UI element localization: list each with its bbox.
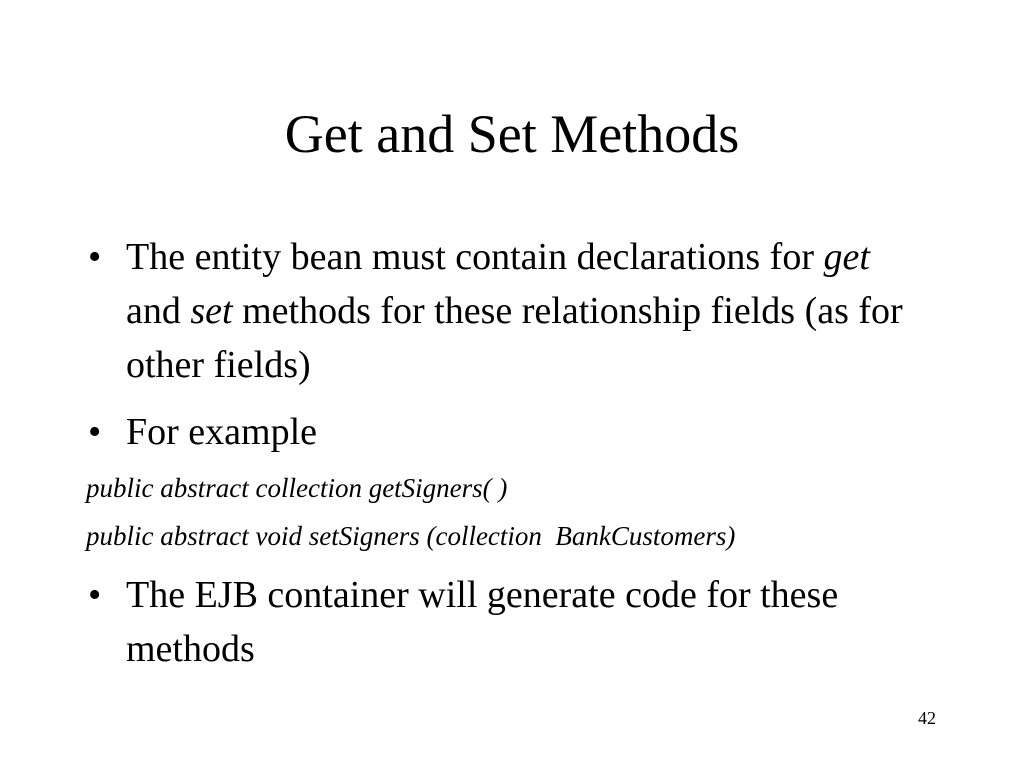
bullet-text-part3: methods for these relationship fields (as for other fields) bbox=[126, 290, 903, 386]
bullet-text bbox=[126, 230, 926, 392]
set-keyword: set bbox=[190, 290, 233, 332]
page-number: 42 bbox=[918, 708, 936, 728]
bullet-dot: • bbox=[88, 574, 102, 616]
bullet-text: For example bbox=[126, 411, 318, 453]
bullet-text: The EJB container will generate code for these methods bbox=[126, 574, 839, 670]
slide-title: Get and Set Methods bbox=[284, 104, 740, 164]
code-line-set-signers: public abstract void setSigners (collection BankCustomers) bbox=[86, 521, 736, 551]
bullet-dot: • bbox=[88, 236, 102, 278]
bullet-dot: • bbox=[88, 411, 102, 453]
get-keyword: get bbox=[823, 236, 870, 278]
code-line-get-signers: public abstract collection getSigners( ) bbox=[86, 473, 508, 503]
bullet-text-part1: The entity bean must contain declarations for bbox=[126, 236, 824, 278]
bullet-text-part2: and bbox=[126, 290, 191, 332]
